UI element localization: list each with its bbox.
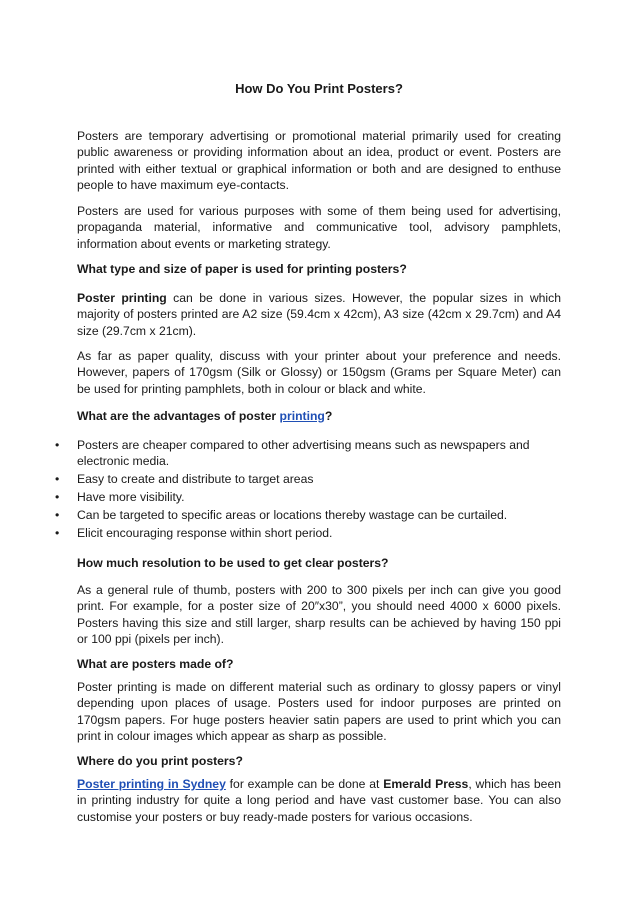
materials-paragraph (77, 679, 561, 744)
intro-text-1: Posters are temporary advertising or promotional material primarily used for creating public awareness or providing information about an idea, product or event. Posters are printed with either textual or graphical information or both and are designed to enthuse people to have maximum eye-contacts. (77, 129, 561, 192)
list-item-text: Easy to create and distribute to target areas (77, 472, 314, 487)
list-item (55, 471, 561, 487)
resolution-paragraph (77, 582, 561, 647)
advantages-heading-suffix: ? (324, 409, 333, 423)
list-item (55, 525, 561, 541)
bullet-icon: • (55, 508, 60, 523)
paper-quality-paragraph (77, 348, 561, 397)
advantages-heading-text: What are the advantages of poster (77, 409, 280, 423)
list-item-text: Can be targeted to specific areas or locations thereby wastage can be curtailed. (77, 508, 508, 523)
question-paper-size: What type and size of paper is used for printing posters? (77, 262, 407, 276)
list-item-text: Elicit encouraging response within short period. (77, 526, 333, 541)
intro-paragraph-1 (77, 128, 561, 193)
bullet-icon: • (55, 490, 60, 505)
emerald-press-bold: Emerald Press (383, 777, 469, 791)
bullet-icon: • (55, 438, 60, 452)
question-resolution: How much resolution to be used to get clear posters? (77, 556, 389, 570)
printing-link[interactable]: printing (279, 409, 325, 423)
where-text-mid: for example can be done at (225, 777, 384, 791)
paper-size-paragraph (77, 290, 561, 339)
list-item (55, 437, 561, 470)
intro-paragraph-2 (77, 203, 561, 252)
intro-text-2: Posters are used for various purposes with some of them being used for advertising, propaganda material, informative and communicative tool, advisory pamphlets, information about events or marketing strategy. (77, 204, 561, 251)
question-where: Where do you print posters? (77, 754, 243, 768)
list-item-text: Have more visibility. (77, 490, 185, 505)
resolution-text: As a general rule of thumb, posters with 200 to 300 pixels per inch can give you good print. For example, for a poster size of 20″x30”, you should need 4000 x 6000 pixels. Posters having this size and still larger, sharp results can be achieved by having 150 ppi or 100 ppi (pixels per inch). (77, 583, 561, 646)
poster-printing-sydney-link[interactable]: Poster printing in Sydney (77, 777, 226, 791)
list-item-text: Posters are cheaper compared to other advertising means such as newspapers and electronic media. (77, 438, 530, 469)
question-materials: What are posters made of? (77, 657, 234, 671)
page-title: How Do You Print Posters? (235, 81, 403, 96)
paper-size-text: can be done in various sizes. However, the popular sizes in which majority of posters printed are A2 size (59.4cm x 42cm), A3 size (42cm x 29.7cm) and A4 size (29.7cm x 21cm). (77, 291, 561, 338)
list-item (55, 489, 561, 505)
bullet-icon: • (55, 472, 60, 487)
advantages-list (55, 437, 561, 543)
question-advantages (77, 408, 561, 424)
bullet-icon: • (55, 526, 60, 541)
where-paragraph (77, 776, 561, 825)
materials-text: Poster printing is made on different material such as ordinary to glossy papers or vinyl depending upon places of usage. Posters used for indoor purposes are printed on 170gsm papers. For huge posters heavier satin papers are used to print which you can print in colour images which appear as sharp as possible. (77, 680, 561, 743)
poster-printing-bold: Poster printing (77, 291, 167, 305)
paper-quality-text: As far as paper quality, discuss with your printer about your preference and needs. However, papers of 170gsm (Silk or Glossy) or 150gsm (Grams per Square Meter) can be used for printing pamphlets, both in colour or black and white. (77, 349, 561, 396)
list-item (55, 507, 561, 523)
where-text-rest: , which has been in printing industry for quite a long period and have vast customer base. You can also customise your posters or buy ready-made posters for various occasions. (77, 777, 562, 824)
